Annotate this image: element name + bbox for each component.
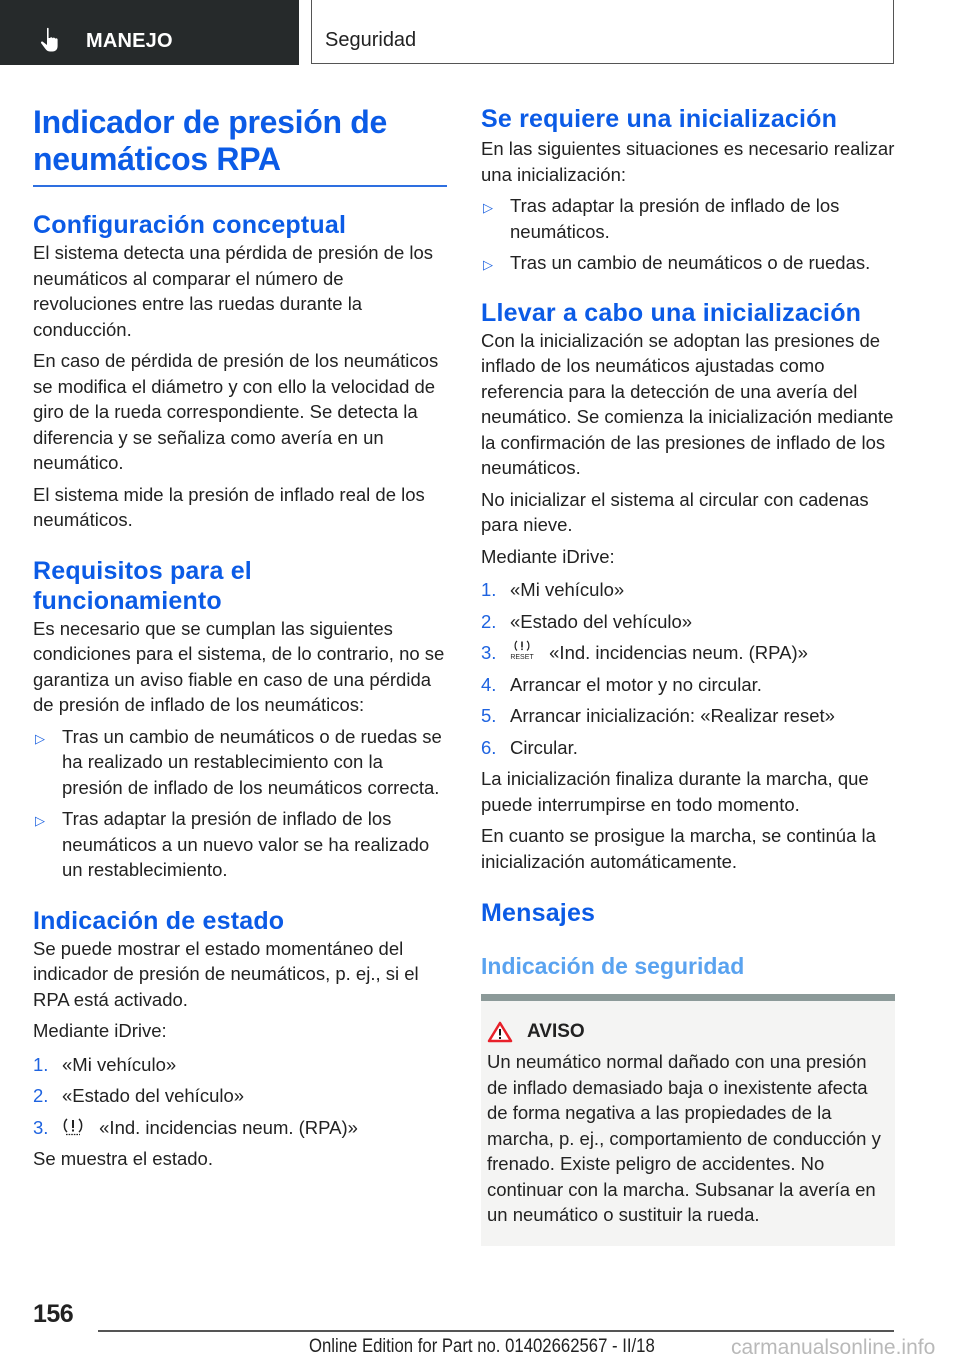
list-item: 3. RESET «Ind. incidencias neum. (RPA)» (481, 642, 808, 663)
list-item: 6. Circular. (481, 736, 578, 758)
paragraph: Mediante iDrive: (33, 1020, 167, 1041)
numbered-list (481, 577, 895, 760)
paragraph: La inicialización finaliza durante la marcha, que puede interrumpirse en todo momento. (481, 768, 869, 815)
heading-se-requiere: Se requiere una inicialización (481, 105, 838, 133)
list-item: 2. «Estado del vehículo» (33, 1085, 245, 1106)
list-item: 1. «Mi vehículo» (33, 1053, 177, 1075)
chapter-tab (0, 0, 299, 65)
paragraph: En las siguientes situaciones es necesario realizar una inicialización: (481, 138, 895, 185)
bullet-list (481, 193, 895, 276)
paragraph: En cuanto se prosigue la marcha, se continúa la inicialización automáticamente. (481, 825, 876, 872)
list-item: 5. Arrancar inicialización: «Realizar reset» (481, 705, 835, 726)
heading-configuracion: Configuración conceptual (33, 211, 347, 239)
list-item: 3. «Ind. incidencias neum. (RPA)» (33, 1116, 358, 1138)
heading-indicacion-estado: Indicación de estado (33, 906, 285, 935)
triangle-bullet-icon: ▷ (35, 730, 45, 746)
paragraph: El sistema mide la presión de inflado real de los neumáticos. (33, 483, 425, 530)
heading-mensajes: Mensajes (481, 899, 596, 927)
paragraph: Se muestra el estado. (33, 1148, 213, 1169)
title-divider (33, 185, 447, 187)
paragraph: Mediante iDrive: (481, 545, 615, 567)
paragraph: En caso de pérdida de presión de los neumáticos se modifica el diámetro y con ello la velocidad de giro de la rueda correspondiente. Se detecta la diferencia y se señaliza como avería en un neumático. (33, 350, 439, 473)
warning-title: AVISO (487, 1021, 889, 1043)
tire-pressure-warning-icon (62, 1117, 84, 1137)
tire-pressure-reset-icon (510, 640, 534, 662)
triangle-bullet-icon: ▷ (35, 813, 45, 828)
paragraph: Se puede mostrar el estado momentáneo del indicador de presión de neumáticos, p. ej., si el RPA está activado. (33, 937, 419, 1010)
triangle-bullet-icon: ▷ (483, 257, 493, 272)
heading-llevar-a-cabo: Llevar a cabo una inicialización (481, 298, 862, 327)
svg-text:RESET: RESET (510, 654, 534, 661)
triangle-bullet-icon: ▷ (483, 200, 493, 215)
heading-requisitos: Requisitos para el funcionamiento (33, 556, 252, 615)
left-column (33, 104, 447, 1172)
section-title: Seguridad (325, 29, 417, 51)
footer-divider (98, 1330, 894, 1332)
section-tab (311, 0, 894, 64)
list-item: ▷ Tras un cambio de neumáticos o de ruedas. (481, 250, 895, 276)
list-item: 2. «Estado del vehículo» (481, 610, 693, 632)
chapter-title: MANEJO (86, 30, 173, 52)
edition-text: Online Edition for Part no. 01402662567 - II/18 (309, 1336, 655, 1357)
list-item: 4. Arrancar el motor y no circular. (481, 673, 762, 695)
paragraph: El sistema detecta una pérdida de presión de los neumáticos al comparar el número de revoluciones entre las ruedas durante la conducción. (33, 242, 434, 340)
page-title: Indicador de presión de neumáticos RPA (33, 104, 388, 177)
heading-indicacion-seguridad: Indicación de seguridad (481, 953, 745, 979)
list-item: 1. «Mi vehículo» (481, 579, 625, 600)
warning-text: Un neumático normal dañado con una presión de inflado demasiado baja o inexistente afecta de forma negativa a las propiedades de la marcha, p. ej., comportamiento de conducción y frenado. Existe peligro de accidentes. No continuar con la marcha. Subsanar la avería en un neumático o sustituir la rueda. (487, 1051, 881, 1225)
list-item: ▷ Tras adaptar la presión de inflado de los neumáticos a un nuevo valor se ha realizado un restablecimiento. (35, 808, 430, 880)
watermark: carmanualsonline.info (731, 1336, 936, 1359)
list-item: ▷ Tras un cambio de neumáticos o de ruedas se ha realizado un restablecimiento con la presión de inflado de los neumáticos correcta. (35, 725, 442, 798)
paragraph: Con la inicialización se adoptan las presiones de inflado de los neumáticos ajustadas como referencia para la detección de una avería del neumático. Se comienza la inicialización mediante la confirmación de las presiones de inflado de los neumáticos. (481, 329, 894, 478)
bullet-list (33, 724, 447, 883)
hand-pointer-icon (40, 27, 64, 53)
list-item: ▷ Tras adaptar la presión de inflado de los neumáticos. (483, 195, 840, 242)
numbered-list (33, 1052, 447, 1141)
paragraph: Es necesario que se cumplan las siguientes condiciones para el sistema, de lo contrario, no se garantiza un aviso fiable en caso de una pérdida de presión de inflado de los neumáticos: (33, 617, 445, 715)
paragraph: No inicializar el sistema al circular con cadenas para nieve. (481, 488, 869, 535)
page-number: 156 (33, 1300, 74, 1328)
right-column (481, 104, 895, 1246)
warning-box (481, 994, 895, 1246)
warning-triangle-icon (487, 1021, 513, 1043)
